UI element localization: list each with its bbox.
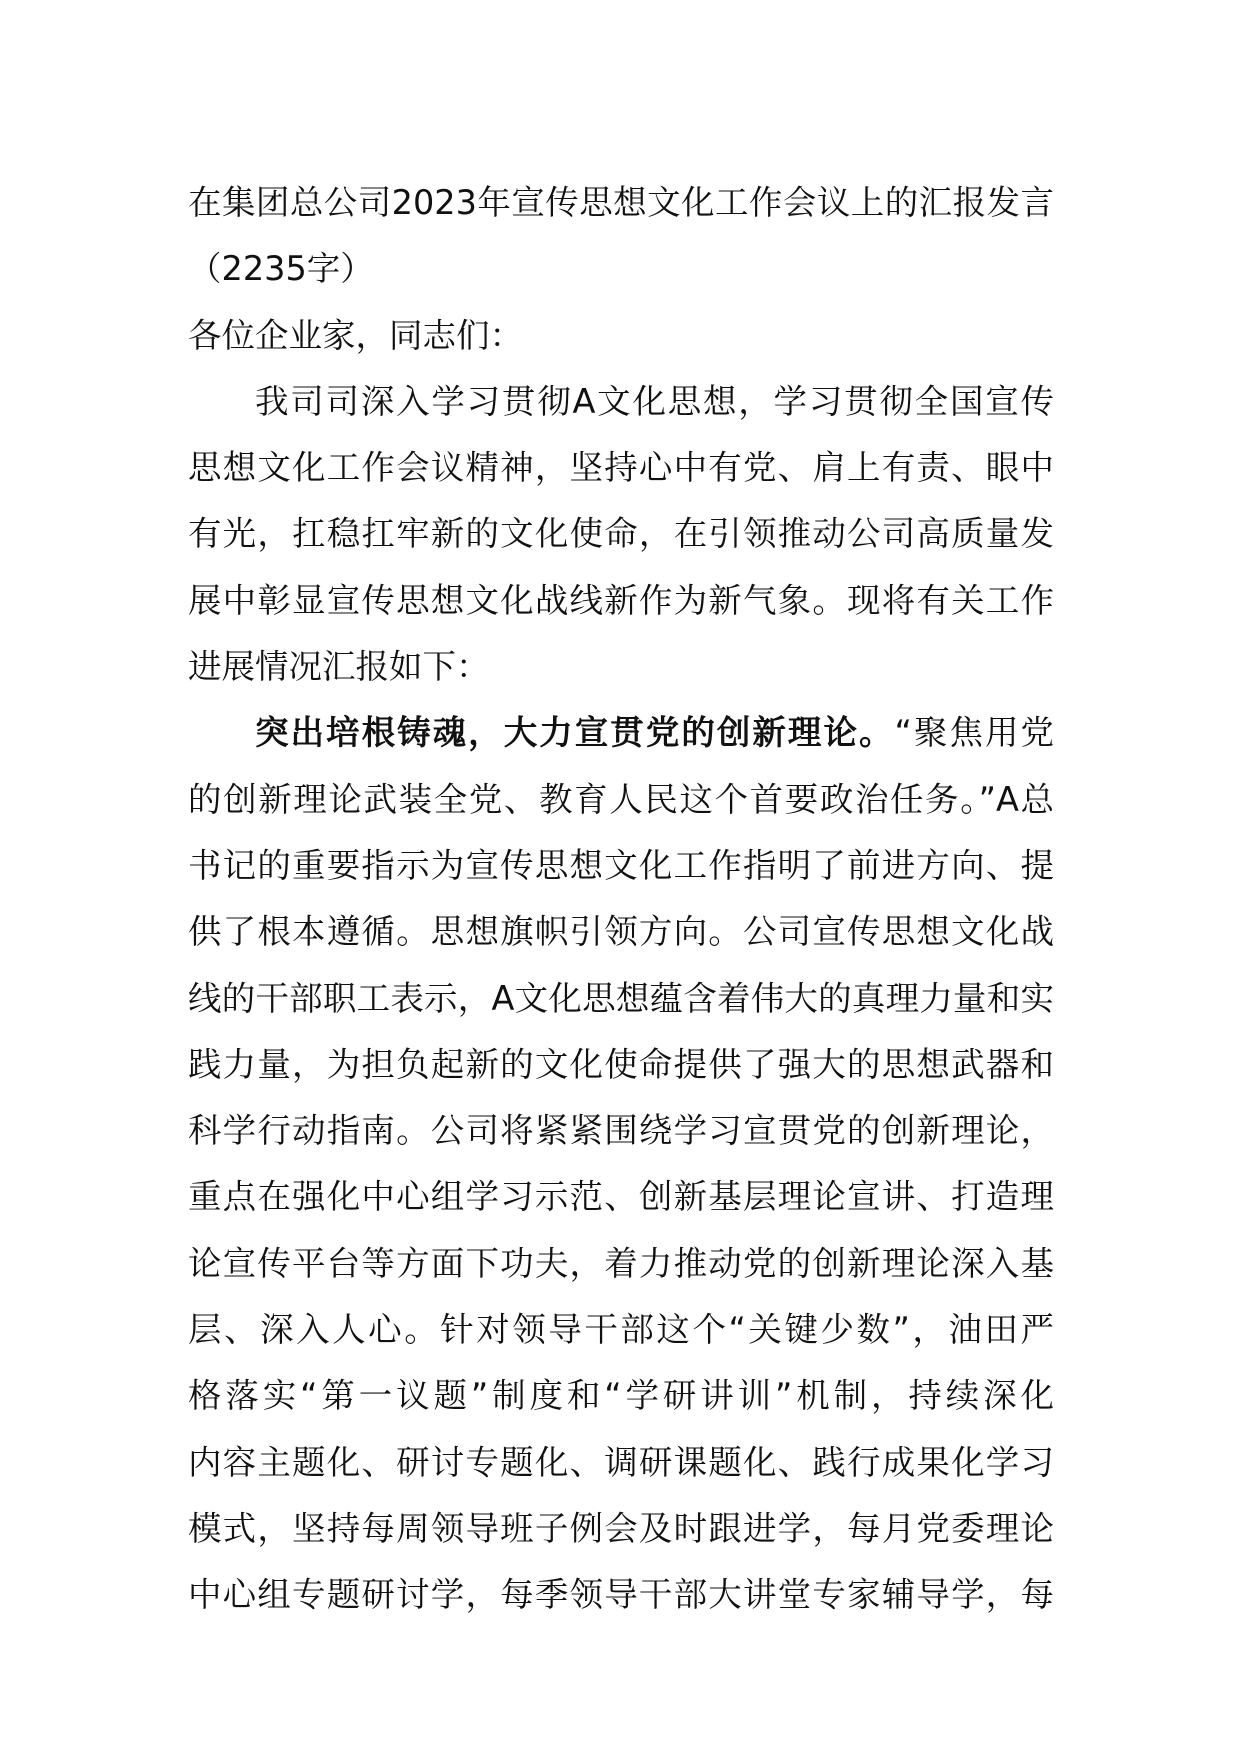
paragraph-2-line: 书记的重要指示为宣传思想文化工作指明了前进方向、提 — [188, 845, 1054, 885]
paragraph-2-line: 内容主题化、研讨专题化、调研课题化、践行成果化学习 — [188, 1442, 1054, 1482]
paragraph-2-line: 的创新理论武装全党、教育人民这个首要政治任务。”A总 — [188, 779, 1054, 819]
quote-start: “聚焦用党 — [894, 713, 1055, 753]
paragraph-2-first-line — [188, 700, 1054, 766]
paragraph-2-line: 线的干部职工表示，A文化思想蕴含着伟大的真理力量和实 — [188, 978, 1054, 1018]
paragraph-2-line: 科学行动指南。公司将紧紧围绕学习宣贯党的创新理论， — [188, 1111, 1054, 1151]
paragraph-1-line: 展中彰显宣传思想文化战线新作为新气象。现将有关工作 — [188, 580, 1054, 620]
document-title-line-2: （2235字） — [188, 249, 374, 289]
paragraph-1-line: 有光，扛稳扛牢新的文化使命，在引领推动公司高质量发 — [188, 514, 1054, 554]
paragraph-1-line: 进展情况汇报如下： — [188, 647, 490, 687]
document-page — [188, 170, 1054, 1629]
paragraph-2-line: 践力量，为担负起新的文化使命提供了强大的思想武器和 — [188, 1044, 1054, 1084]
paragraph-2-line: 供了根本遵循。思想旗帜引领方向。公司宣传思想文化战 — [188, 912, 1054, 952]
paragraph-1 — [188, 369, 1054, 700]
paragraph-2-line: 中心组专题研讨学，每季领导干部大讲堂专家辅导学，每 — [188, 1575, 1054, 1615]
paragraph-2-line: 层、深入人心。针对领导干部这个“关键少数”，油田严 — [188, 1310, 1054, 1350]
document-title-line-1: 在集团总公司2023年宣传思想文化工作会议上的汇报发言 — [188, 183, 1054, 222]
section-heading: 突出培根铸魂，大力宣贯党的创新理论。 — [255, 713, 895, 753]
paragraph-1-line: 思想文化工作会议精神，坚持心中有党、肩上有责、眼中 — [188, 448, 1054, 488]
paragraph-1-line: 我司司深入学习贯彻A文化思想，学习贯彻全国宣传 — [255, 381, 1054, 421]
paragraph-2-line: 论宣传平台等方面下功夫，着力推动党的创新理论深入基 — [188, 1243, 1054, 1283]
paragraph-2 — [188, 700, 1054, 1628]
paragraph-2-line: 模式，坚持每周领导班子例会及时跟进学，每月党委理论 — [188, 1508, 1054, 1548]
paragraph-2-line: 重点在强化中心组学习示范、创新基层理论宣讲、打造理 — [188, 1177, 1054, 1217]
salutation: 各位企业家，同志们： — [188, 315, 523, 355]
paragraph-2-line: 格落实“第一议题”制度和“学研讲训”机制，持续深化 — [188, 1376, 1054, 1416]
